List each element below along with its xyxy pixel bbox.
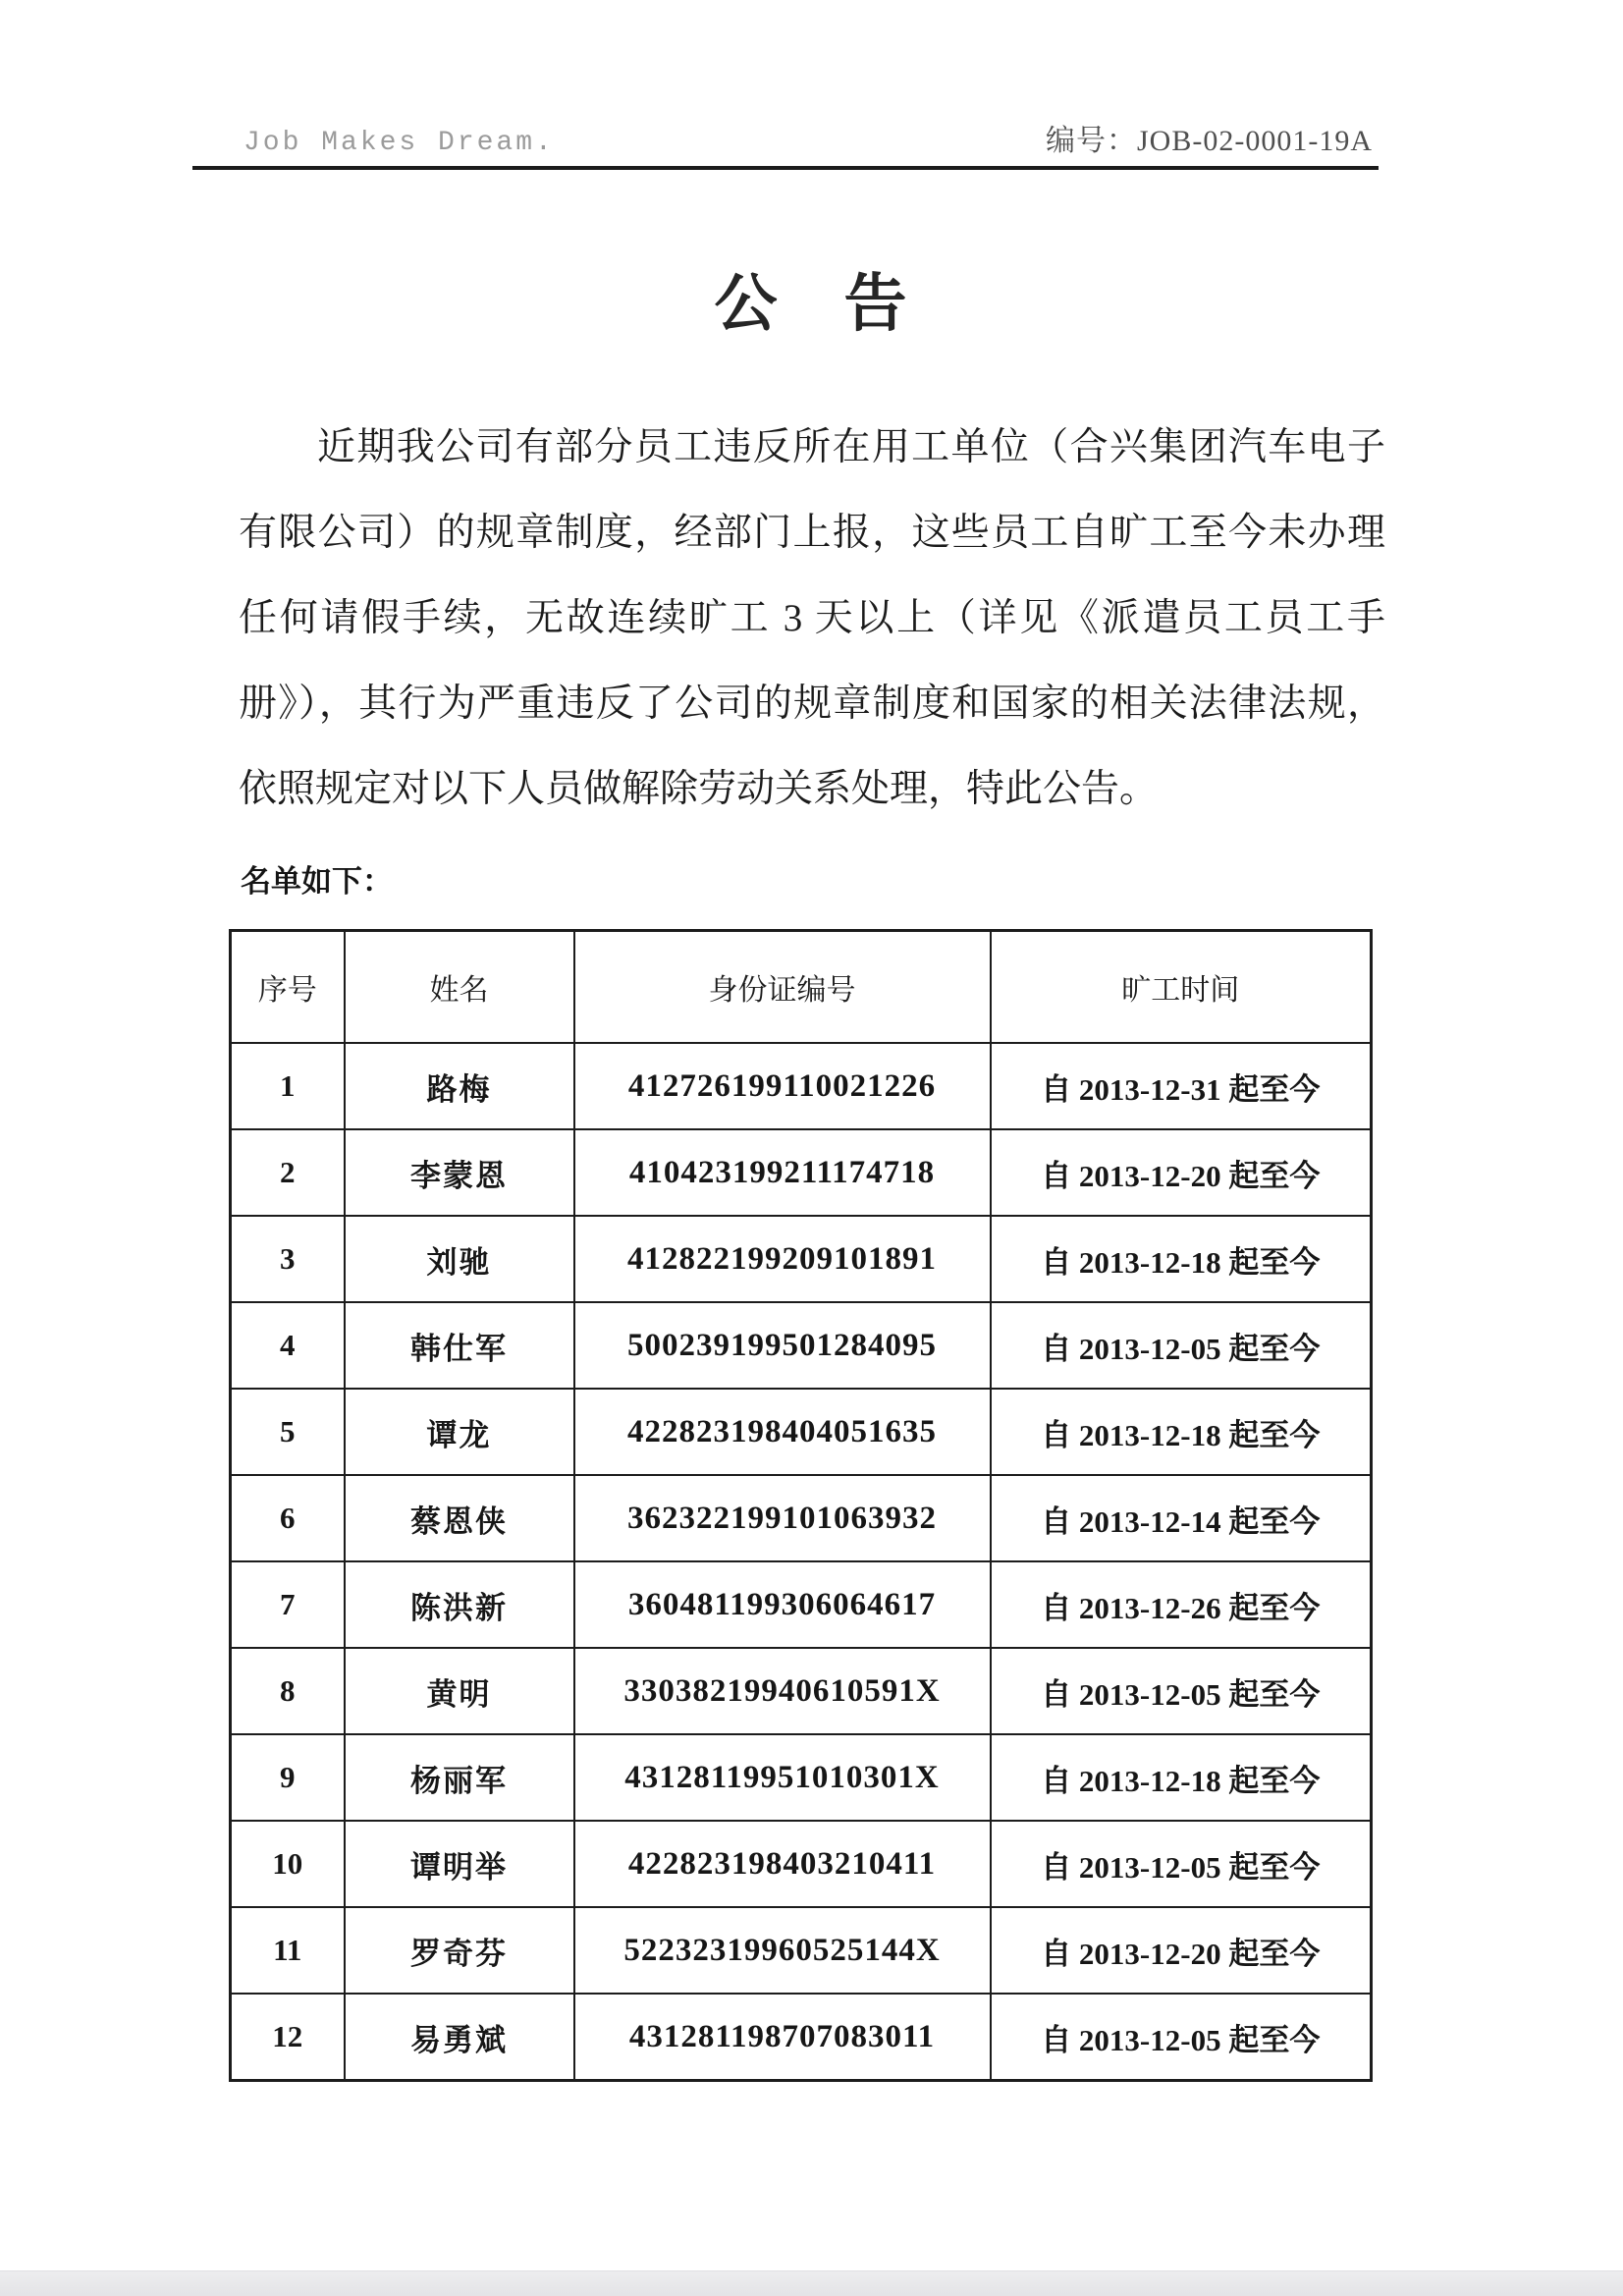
row-index-cell: 4 xyxy=(231,1302,345,1389)
id-number-cell: 33038219940610591X xyxy=(574,1648,991,1734)
absence-period-cell: 自 2013-12-05 起至今 xyxy=(991,1821,1372,1907)
table-row xyxy=(231,1043,1372,1129)
employee-name-cell: 陈洪新 xyxy=(345,1561,574,1648)
employee-name-cell: 路梅 xyxy=(345,1043,574,1129)
table-row xyxy=(231,1561,1372,1648)
absence-period-cell: 自 2013-12-18 起至今 xyxy=(991,1734,1372,1821)
id-number-cell: 500239199501284095 xyxy=(574,1302,991,1389)
absence-period-cell: 自 2013-12-20 起至今 xyxy=(991,1907,1372,1994)
roster-table-body xyxy=(231,1043,1372,2081)
absence-period-cell: 自 2013-12-31 起至今 xyxy=(991,1043,1372,1129)
row-index-cell: 7 xyxy=(231,1561,345,1648)
employee-name-cell: 谭龙 xyxy=(345,1389,574,1475)
column-header-name: 姓名 xyxy=(345,931,574,1044)
employee-name-cell: 李蒙恩 xyxy=(345,1129,574,1216)
absence-period-cell: 自 2013-12-05 起至今 xyxy=(991,1302,1372,1389)
table-row xyxy=(231,1648,1372,1734)
header-divider xyxy=(192,166,1379,170)
id-number-cell: 360481199306064617 xyxy=(574,1561,991,1648)
employee-name-cell: 黄明 xyxy=(345,1648,574,1734)
employee-name-cell: 谭明举 xyxy=(345,1821,574,1907)
employee-name-cell: 韩仕军 xyxy=(345,1302,574,1389)
table-row xyxy=(231,1129,1372,1216)
absence-period-cell: 自 2013-12-05 起至今 xyxy=(991,1648,1372,1734)
notice-paragraph: 近期我公司有部分员工违反所在用工单位（合兴集团汽车电子有限公司）的规章制度，经部门上报，这些员工自旷工至今未办理任何请假手续，无故连续旷工 3 天以上（详见《派遣员工员工手册》），其行为严重违反了公司的规章制度和国家的相关法律法规，依照规定对以下人员做解除劳动关系处理，特此公告。 xyxy=(239,426,1385,810)
table-row xyxy=(231,1907,1372,1994)
table-row xyxy=(231,1821,1372,1907)
row-index-cell: 2 xyxy=(231,1129,345,1216)
header-row xyxy=(231,931,1372,1044)
row-index-cell: 9 xyxy=(231,1734,345,1821)
document-number xyxy=(1046,116,1373,159)
page-title: 公 告 xyxy=(714,269,909,339)
column-header-period: 旷工时间 xyxy=(991,931,1372,1044)
id-number-cell: 412822199209101891 xyxy=(574,1216,991,1302)
absence-period-cell: 自 2013-12-26 起至今 xyxy=(991,1561,1372,1648)
absence-period-cell: 自 2013-12-20 起至今 xyxy=(991,1129,1372,1216)
id-number-cell: 422823198404051635 xyxy=(574,1389,991,1475)
id-number-cell: 410423199211174718 xyxy=(574,1129,991,1216)
id-number-cell: 412726199110021226 xyxy=(574,1043,991,1129)
company-slogan: Job Makes Dream. xyxy=(243,128,555,158)
row-index-cell: 6 xyxy=(231,1475,345,1561)
row-index-cell: 12 xyxy=(231,1994,345,2081)
row-index-cell: 1 xyxy=(231,1043,345,1129)
document-number-label: 编号： xyxy=(1046,125,1137,157)
scan-edge-shadow xyxy=(0,2270,1623,2296)
row-index-cell: 11 xyxy=(231,1907,345,1994)
row-index-cell: 3 xyxy=(231,1216,345,1302)
absence-period-cell: 自 2013-12-18 起至今 xyxy=(991,1216,1372,1302)
absence-period-cell: 自 2013-12-18 起至今 xyxy=(991,1389,1372,1475)
id-number-cell: 362322199101063932 xyxy=(574,1475,991,1561)
table-row xyxy=(231,1734,1372,1821)
employee-name-cell: 罗奇芬 xyxy=(345,1907,574,1994)
employee-name-cell: 蔡恩侠 xyxy=(345,1475,574,1561)
absence-period-cell: 自 2013-12-14 起至今 xyxy=(991,1475,1372,1561)
table-row xyxy=(231,1994,1372,2081)
column-header-id: 身份证编号 xyxy=(574,931,991,1044)
column-header-index: 序号 xyxy=(231,931,345,1044)
document-number-value: JOB-02-0001-19A xyxy=(1137,125,1373,157)
id-number-cell: 43128119951010301X xyxy=(574,1734,991,1821)
roster-table xyxy=(229,929,1373,2082)
id-number-cell: 431281198707083011 xyxy=(574,1994,991,2081)
id-number-cell: 52232319960525144X xyxy=(574,1907,991,1994)
table-row xyxy=(231,1302,1372,1389)
employee-name-cell: 易勇斌 xyxy=(345,1994,574,2081)
list-label: 名单如下： xyxy=(241,864,393,899)
employee-name-cell: 刘驰 xyxy=(345,1216,574,1302)
table-row xyxy=(231,1216,1372,1302)
row-index-cell: 5 xyxy=(231,1389,345,1475)
roster-table-header xyxy=(231,931,1372,1044)
employee-name-cell: 杨丽军 xyxy=(345,1734,574,1821)
table-row xyxy=(231,1389,1372,1475)
table-row xyxy=(231,1475,1372,1561)
absence-period-cell: 自 2013-12-05 起至今 xyxy=(991,1994,1372,2081)
row-index-cell: 8 xyxy=(231,1648,345,1734)
id-number-cell: 422823198403210411 xyxy=(574,1821,991,1907)
row-index-cell: 10 xyxy=(231,1821,345,1907)
